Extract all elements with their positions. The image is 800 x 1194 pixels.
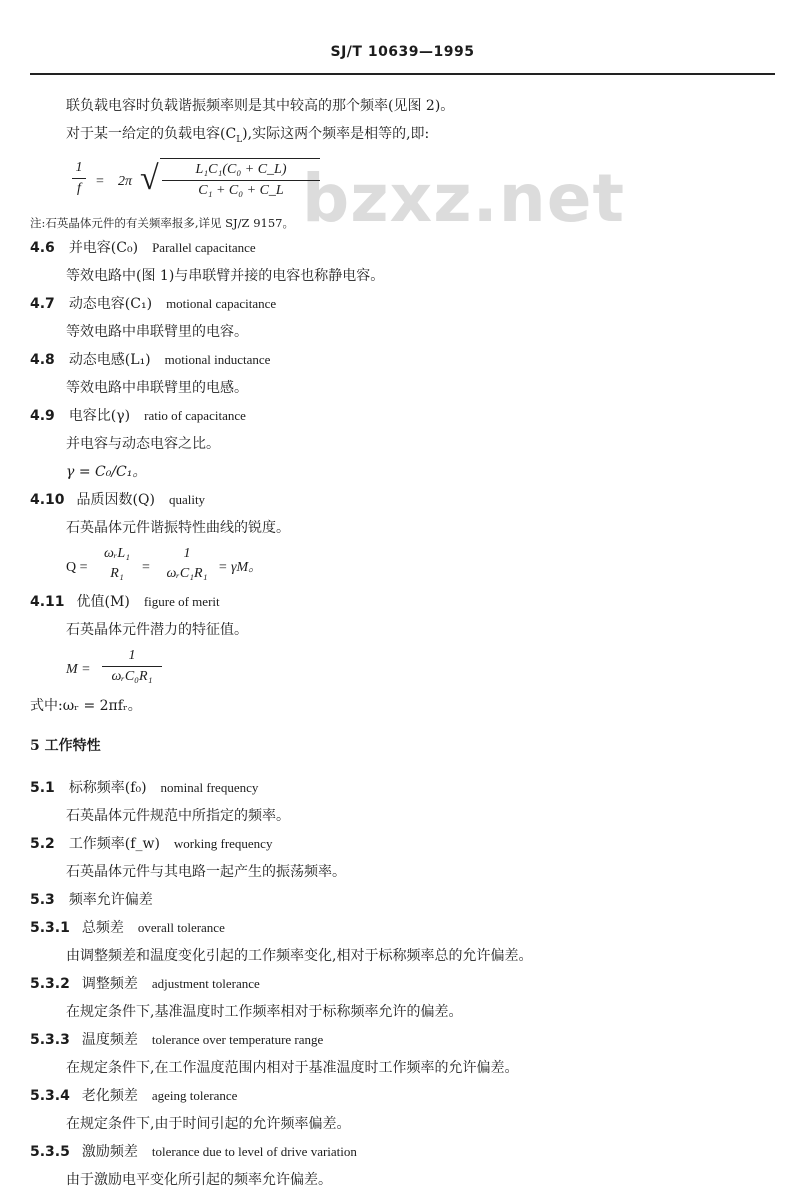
item-5-3-5-desc: 由于激励电平变化所引起的频率允许偏差。: [66, 1171, 332, 1188]
intro-line-1: 联负载电容时负载谐振频率则是其中较高的那个频率(见图 2)。: [66, 98, 455, 114]
item-4-9-formula: γ = C₀/C₁。: [66, 463, 147, 480]
m-fraction: 1 ωᵣC₀R₁: [102, 646, 162, 687]
header-rule: [30, 73, 775, 75]
formula-lhs-fraction: $\frac{1}{f}$: [72, 158, 86, 199]
q-fraction-1: ωᵣL₁ R₁: [104, 545, 130, 581]
watermark: bzxz.net: [302, 160, 626, 237]
quality-formula: Q = ωᵣL₁ R₁ = 1 ωᵣC₁R₁ = γM。: [66, 544, 770, 584]
standard-code-header: SJ/T 10639—1995: [330, 44, 475, 60]
item-5-1-desc: 石英晶体元件规范中所指定的频率。: [66, 807, 290, 824]
item-5-3-1-heading: 5.3.1 总频差 overall tolerance: [30, 919, 225, 936]
item-5-2-desc: 石英晶体元件与其电路一起产生的振荡频率。: [66, 863, 346, 880]
frequency-formula: $\frac{1}{f}$ = 2π √ $\frac{\text{L₁C₁(C₀ + C\_L)}}{\text{C₁ + C₀ + C\_L}}$: [66, 156, 770, 208]
item-5-1-heading: 5.1 标称频率(f₀) nominal frequency: [30, 779, 259, 796]
item-4-9-heading: 4.9 电容比(γ) ratio of capacitance: [30, 407, 246, 424]
item-5-2-heading: 5.2 工作频率(f_w) working frequency: [30, 835, 273, 852]
item-5-3-3-heading: 5.3.3 温度频差 tolerance over temperature range: [30, 1031, 324, 1048]
formula-radicand: $\frac{\text{L₁C₁(C₀ + C\_L)}}{\text{C₁ + C₀ + C\_L}}$: [162, 160, 320, 201]
item-4-6-heading: 4.6 并电容(C₀) Parallel capacitance: [30, 239, 256, 256]
item-5-3-4-desc: 在规定条件下,由于时间引起的允许频率偏差。: [66, 1115, 351, 1132]
item-5-3-3-desc: 在规定条件下,在工作温度范围内相对于基准温度时工作频率的允许偏差。: [66, 1059, 519, 1076]
item-5-3-4-heading: 5.3.4 老化频差 ageing tolerance: [30, 1087, 238, 1104]
q-fraction-2: 1 ωᵣC₁R₁: [166, 545, 208, 581]
item-5-3-1-desc: 由调整频差和温度变化引起的工作频率变化,相对于标称频率总的允许偏差。: [66, 947, 533, 964]
where-line: 式中:ωᵣ = 2πfᵣ。: [30, 697, 142, 714]
document-body: [30, 92, 770, 1194]
item-4-7-heading: 4.7 动态电容(C₁) motional capacitance: [30, 295, 277, 312]
merit-formula: M = 1 ωᵣC₀R₁: [66, 646, 770, 688]
item-5-3-2-desc: 在规定条件下,基准温度时工作频率相对于标称频率允许的偏差。: [66, 1003, 463, 1020]
item-4-9-desc: 并电容与动态电容之比。: [66, 435, 220, 452]
section-5-title: 5 工作特性: [30, 737, 101, 754]
item-5-3-heading: 5.3 频率允许偏差: [30, 891, 153, 908]
item-4-10-desc: 石英晶体元件谐振特性曲线的锐度。: [66, 519, 290, 536]
item-4-11-desc: 石英晶体元件潜力的特征值。: [66, 621, 248, 638]
item-5-3-5-heading: 5.3.5 激励频差 tolerance due to level of drive variation: [30, 1143, 357, 1160]
item-4-8-desc: 等效电路中串联臂里的电感。: [66, 379, 248, 396]
intro-line-2: 对于某一给定的负载电容$(C_L)$,实际这两个频率是相等的,即:: [66, 126, 430, 145]
item-4-6-desc: 等效电路中(图 1)与串联臂并接的电容也称静电容。: [66, 267, 385, 284]
item-4-11-heading: 4.11 优值(M) figure of merit: [30, 593, 220, 610]
item-4-10-heading: 4.10 品质因数(Q) quality: [30, 491, 206, 508]
item-4-8-heading: 4.8 动态电感(L₁) motional inductance: [30, 351, 271, 368]
item-5-3-2-heading: 5.3.2 调整频差 adjustment tolerance: [30, 975, 260, 992]
item-4-7-desc: 等效电路中串联臂里的电容。: [66, 323, 248, 340]
intro-note: 注:石英晶体元件的有关频率报多,详见 SJ/Z 9157。: [30, 215, 294, 230]
